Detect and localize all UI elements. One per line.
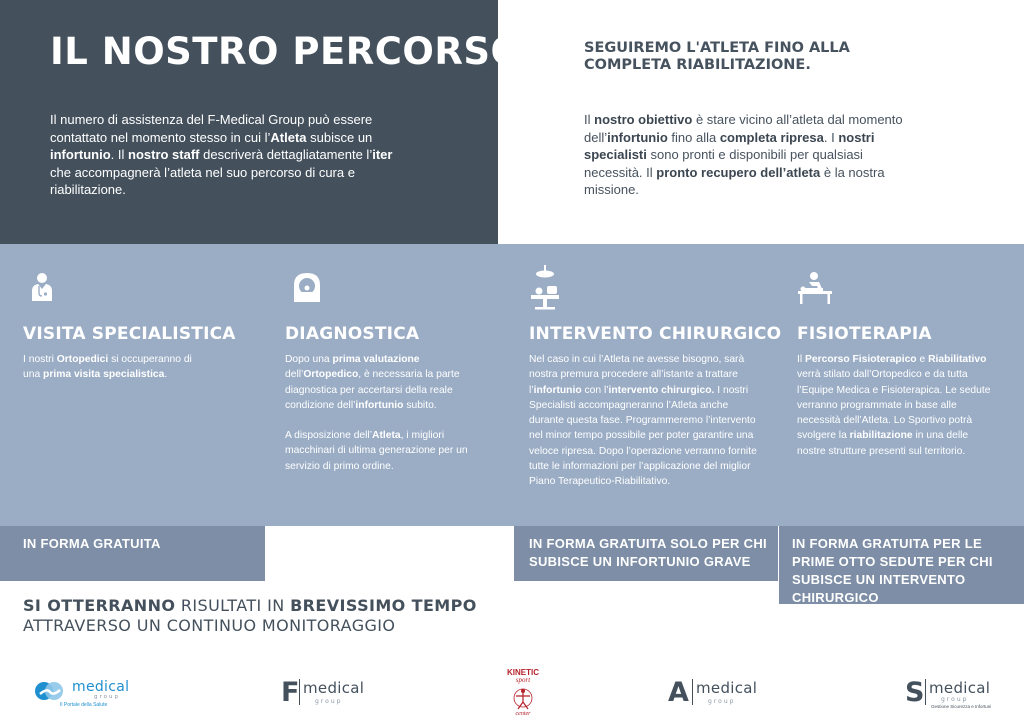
step-title-fisioterapia: FISIOTERAPIA — [797, 324, 932, 344]
logo-1-word: medical — [72, 679, 130, 695]
step-text-diagnostica — [285, 352, 490, 474]
logo-1-sub: group — [94, 694, 120, 700]
logo-5-tagline: Gestione Sicurezza e Infortuni — [931, 704, 992, 709]
step-text-intervento — [529, 352, 764, 490]
step-text-fisioterapia — [797, 352, 997, 459]
step-paragraph: Dopo una prima valutazione dell’Ortopedico, è necessaria la parte diagnostica per accertarsi della reale condizione dell’infortunio subito. — [285, 354, 460, 411]
step-paragraph: Il Percorso Fisioterapico e Riabilitativo verrà stilato dall’Ortopedico e da tutta l’Equipe Medica e Fisioterapica. Le sedute verranno programmate in base alle necessità dell’Atleta. Lo Sportivo potrà svolgere la riabilitazione in una delle nostre strutture presenti sul territorio. — [797, 354, 991, 457]
slogan-regular-1: RISULTATI IN — [175, 596, 291, 615]
mission-text: Il nostro obiettivo è stare vicino all’atleta dal momento dell’infortunio fino alla completa ripresa. I nostri specialisti sono pronti e disponibili per qualsiasi necessità. Il pronto recupero dell’atleta è la nostra missione. — [584, 112, 903, 197]
handshake-icon — [34, 680, 66, 704]
step-paragraph: Nel caso in cui l’Atleta ne avesse bisogno, sarà nostra premura procedere all’istante a trattare l’infortunio con l’intervento chirurgico. I nostri Specialisti accompagneranno l’Atleta anche durante questa fase. Programmeremo l’intervento nel minor tempo possibile per poter garantire una veloce ripresa. Dopo l’operazione verranno fornite tutte le informazioni per l’applicazione del miglior Piano Terapeutico-Riabilitativo. — [529, 354, 757, 488]
logo-3-top: KINETIC — [507, 668, 539, 677]
free-badge-visita: IN FORMA GRATUITA — [0, 526, 265, 581]
step-paragraph: I nostri Ortopedici si occuperanno di una prima visita specialistica. — [23, 354, 192, 381]
logo-5-word: medical — [929, 679, 991, 697]
logo-3-mid: sport — [515, 676, 531, 684]
surgery-icon — [527, 265, 563, 311]
logo-4-word: medical — [696, 679, 758, 697]
page-title: IL NOSTRO PERCORSO — [50, 30, 523, 73]
physiotherapy-icon — [797, 271, 833, 305]
step-title-intervento: INTERVENTO CHIRURGICO — [529, 324, 782, 344]
step-title-diagnostica: DIAGNOSTICA — [285, 324, 420, 344]
logo-4-divider — [692, 679, 693, 705]
vitruvian-icon — [513, 685, 533, 711]
logo-2-divider — [299, 679, 300, 705]
logo-5-letter: S — [905, 677, 925, 708]
step-title-visita: VISITA SPECIALISTICA — [23, 324, 236, 344]
logo-5-sub: group — [941, 696, 969, 703]
free-badge-intervento: IN FORMA GRATUITA SOLO PER CHI SUBISCE UN INFORTUNIO GRAVE — [514, 526, 778, 581]
slogan-bold-1: SI OTTERRANNO — [23, 596, 176, 615]
f-medical-group-logo[interactable] — [281, 677, 371, 711]
step-text-visita — [23, 352, 208, 383]
slogan-line-2: ATTRAVERSO UN CONTINUO MONITORAGGIO — [23, 616, 396, 635]
s-medical-group-logo[interactable] — [905, 677, 1005, 711]
mission-title: SEGUIREMO L'ATLETA FINO ALLA COMPLETA RIABILITAZIONE. — [584, 40, 850, 73]
kinetic-sport-center-logo[interactable] — [503, 668, 543, 720]
mri-scanner-icon — [290, 271, 324, 305]
step-paragraph: A disposizione dell’Atleta, i migliori macchinari di ultima generazione per un servizio di primo ordine. — [285, 430, 468, 472]
doctor-icon — [30, 271, 54, 303]
logo-1-tagline: Il Portale della Salute — [60, 702, 108, 708]
logo-4-sub: group — [708, 698, 736, 705]
free-badge-fisioterapia: IN FORMA GRATUITA PER LE PRIME OTTO SEDUTE PER CHI SUBISCE UN INTERVENTO CHIRURGICO — [779, 526, 1024, 604]
bar-gap — [265, 526, 514, 581]
logo-2-letter: F — [281, 677, 300, 708]
slogan-bold-2: BREVISSIMO TEMPO — [290, 596, 477, 615]
logo-4-letter: A — [668, 677, 689, 708]
logo-3-bottom: center — [515, 711, 531, 717]
slogan — [23, 596, 477, 635]
intro-left-text: Il numero di assistenza del F-Medical Group può essere contattato nel momento stesso in cui l’Atleta subisce un infortunio. Il nostro staff descriverà dettagliatamente l’iter che accompagnerà l’atleta nel suo percorso di cura e riabilitazione. — [50, 112, 393, 197]
medical-group-logo[interactable] — [34, 678, 134, 712]
logo-5-divider — [925, 679, 926, 705]
logo-2-sub: group — [315, 698, 343, 705]
a-medical-group-logo[interactable] — [668, 677, 763, 711]
logo-2-word: medical — [303, 679, 365, 697]
